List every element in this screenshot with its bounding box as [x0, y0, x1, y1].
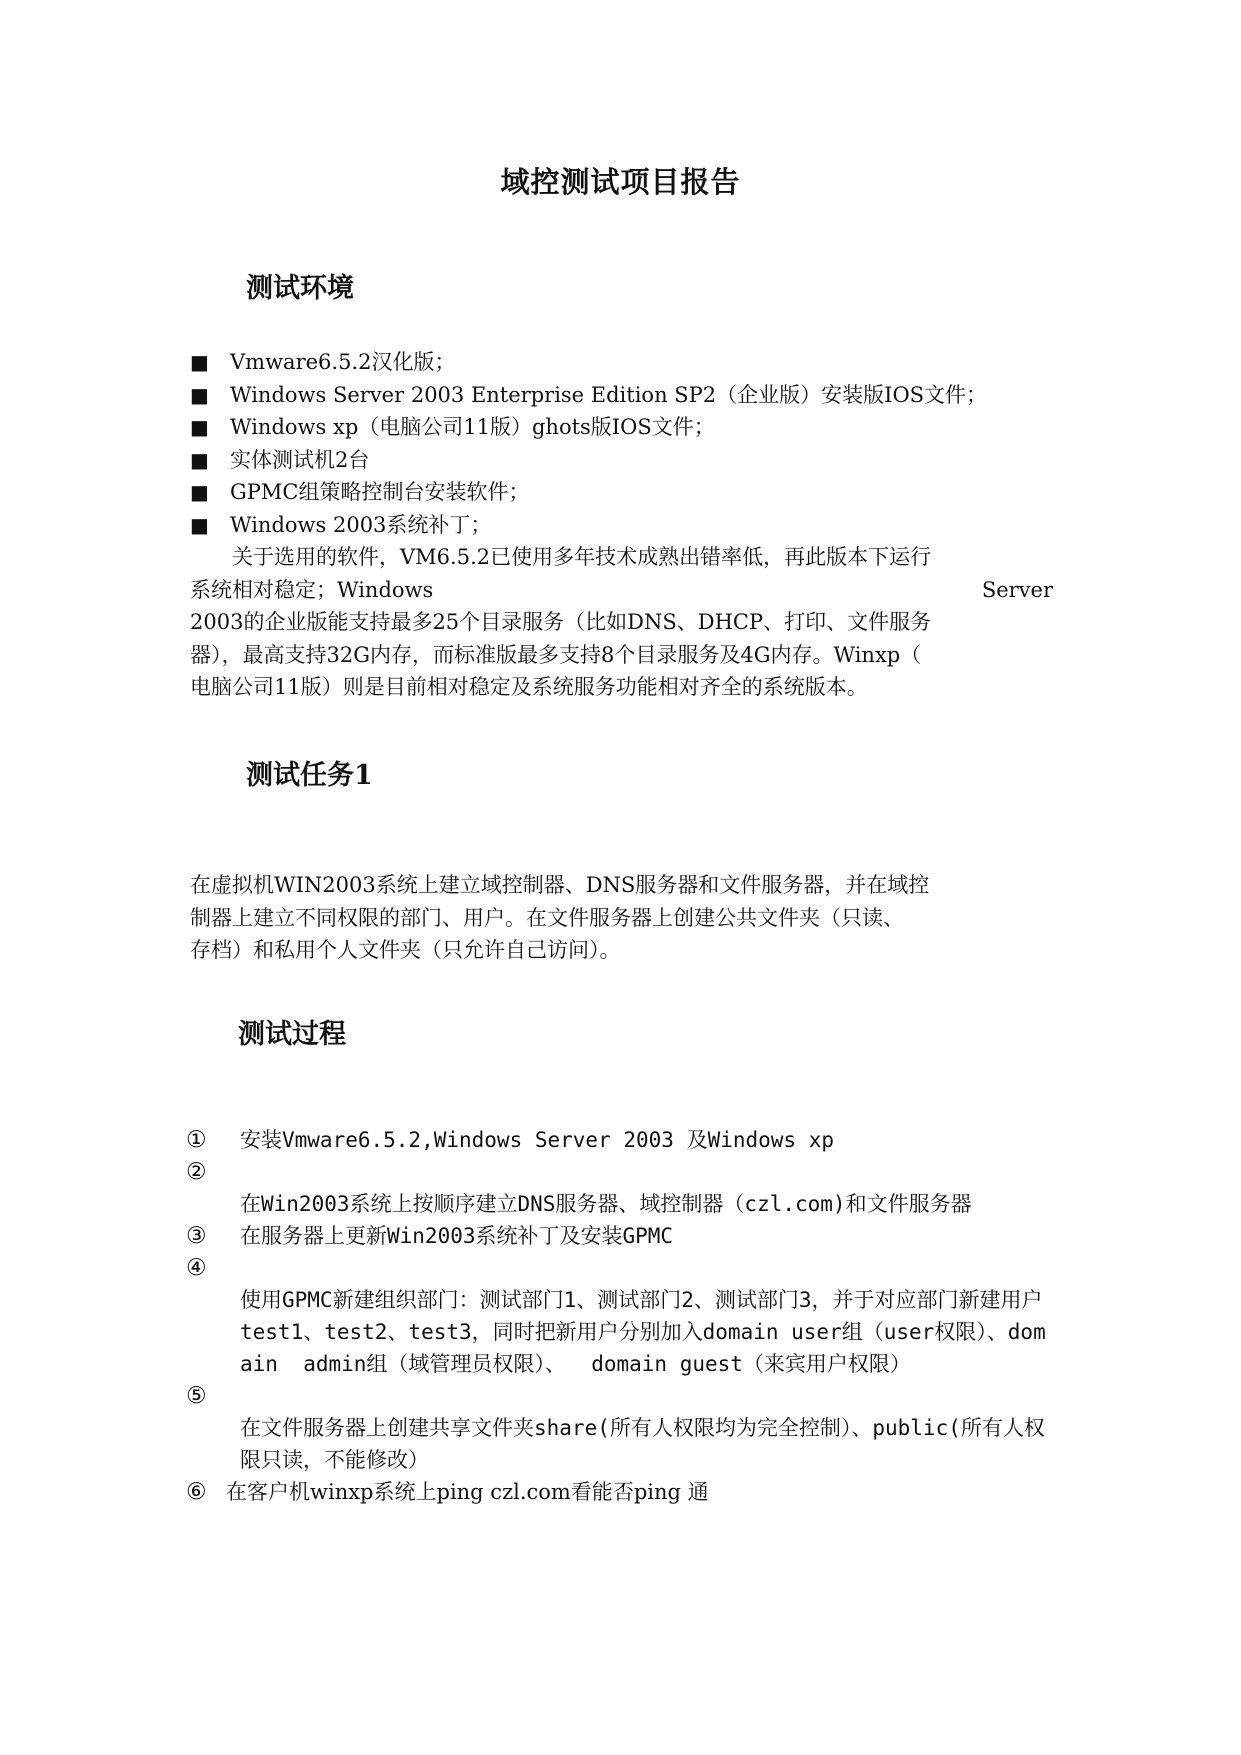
step-number: ②	[186, 1159, 207, 1185]
process-steps	[186, 1124, 1053, 1508]
list-item	[186, 1156, 1053, 1220]
square-bullet-icon: ■	[190, 447, 209, 472]
paragraph-line: 电脑公司11版）则是目前相对稳定及系统服务功能相对齐全的系统版本。	[190, 675, 868, 699]
paragraph-line: 器），最高支持32G内存，而标准版最多支持8个目录服务及4G内存。Winxp（	[190, 642, 922, 667]
list-item-text: Windows xp（电脑公司11版）ghots版IOS文件；	[230, 415, 715, 439]
environment-list	[190, 346, 987, 541]
step-text: 在客户机winxp系统上ping czl.com看能否ping 通	[226, 1480, 709, 1504]
list-item	[190, 379, 987, 412]
section-heading-task: 测试任务1	[246, 760, 373, 791]
square-bullet-icon: ■	[190, 350, 209, 374]
square-bullet-icon: ■	[190, 382, 209, 407]
list-item-text: GPMC组策略控制台安装软件；	[230, 480, 530, 504]
list-item	[190, 476, 987, 509]
list-item	[186, 1220, 1053, 1252]
square-bullet-icon: ■	[190, 480, 209, 504]
list-item-text: Vmware6.5.2汉化版；	[230, 350, 456, 374]
step-number: ③	[186, 1223, 207, 1249]
list-item	[190, 411, 987, 444]
paragraph-line-end: Server	[981, 577, 1053, 602]
list-item	[190, 444, 987, 477]
environment-paragraph	[190, 541, 1053, 704]
list-item	[186, 1124, 1053, 1156]
step-number: ⑥	[186, 1479, 207, 1505]
section-heading-environment: 测试环境	[246, 273, 354, 304]
list-item	[190, 509, 987, 542]
step-number: ④	[186, 1255, 207, 1281]
paragraph-line: 在虚拟机WIN2003系统上建立域控制器、DNS服务器和文件服务器，并在域控	[190, 873, 930, 897]
step-number: ①	[186, 1127, 207, 1153]
square-bullet-icon: ■	[190, 415, 209, 439]
paragraph-line: 制器上建立不同权限的部门、用户。在文件服务器上创建公共文件夹（只读、	[190, 905, 904, 930]
step-number: ⑤	[186, 1383, 207, 1409]
task-paragraph	[190, 869, 1053, 967]
list-item	[186, 1252, 1053, 1380]
step-text: 在服务器上更新Win2003系统补丁及安装GPMC	[240, 1224, 674, 1248]
list-item-text: Windows Server 2003 Enterprise Edition SP2（企业版）安装版IOS文件；	[230, 382, 988, 407]
section-heading-process: 测试过程	[238, 1019, 346, 1050]
list-item-text: Windows 2003系统补丁；	[230, 512, 492, 537]
paragraph-line	[190, 574, 1053, 607]
list-item	[186, 1476, 1053, 1508]
step-text: 在文件服务器上创建共享文件夹share(所有人权限均为完全控制）、public(所有人权限只读，不能修改）	[240, 1416, 1045, 1472]
paragraph-line-start: 系统相对稳定；Windows	[190, 577, 434, 602]
paragraph-line: 存档）和私用个人文件夹（只允许自己访问）。	[190, 938, 621, 962]
step-text: 使用GPMC新建组织部门：测试部门1、测试部门2、测试部门3，并于对应部门新建用户test1、test2、test3，同时把新用户分别加入domain user组（user权限）、domain admin组（域管理员权限）、 domain guest（来宾用户权限）	[240, 1288, 1046, 1376]
paragraph-line: 2003的企业版能支持最多25个目录服务（比如DNS、DHCP、打印、文件服务	[190, 610, 932, 634]
document-title: 域控测试项目报告	[500, 165, 741, 199]
step-text: 安装Vmware6.5.2,Windows Server 2003 及Windows xp	[240, 1128, 835, 1152]
square-bullet-icon: ■	[190, 512, 209, 537]
list-item	[190, 346, 987, 379]
list-item	[186, 1380, 1053, 1476]
paragraph-line: 关于选用的软件，VM6.5.2已使用多年技术成熟出错率低，再此版本下运行	[190, 545, 932, 569]
step-text: 在Win2003系统上按顺序建立DNS服务器、域控制器（czl.com)和文件服务器	[240, 1192, 972, 1216]
list-item-text: 实体测试机2台	[230, 447, 370, 472]
